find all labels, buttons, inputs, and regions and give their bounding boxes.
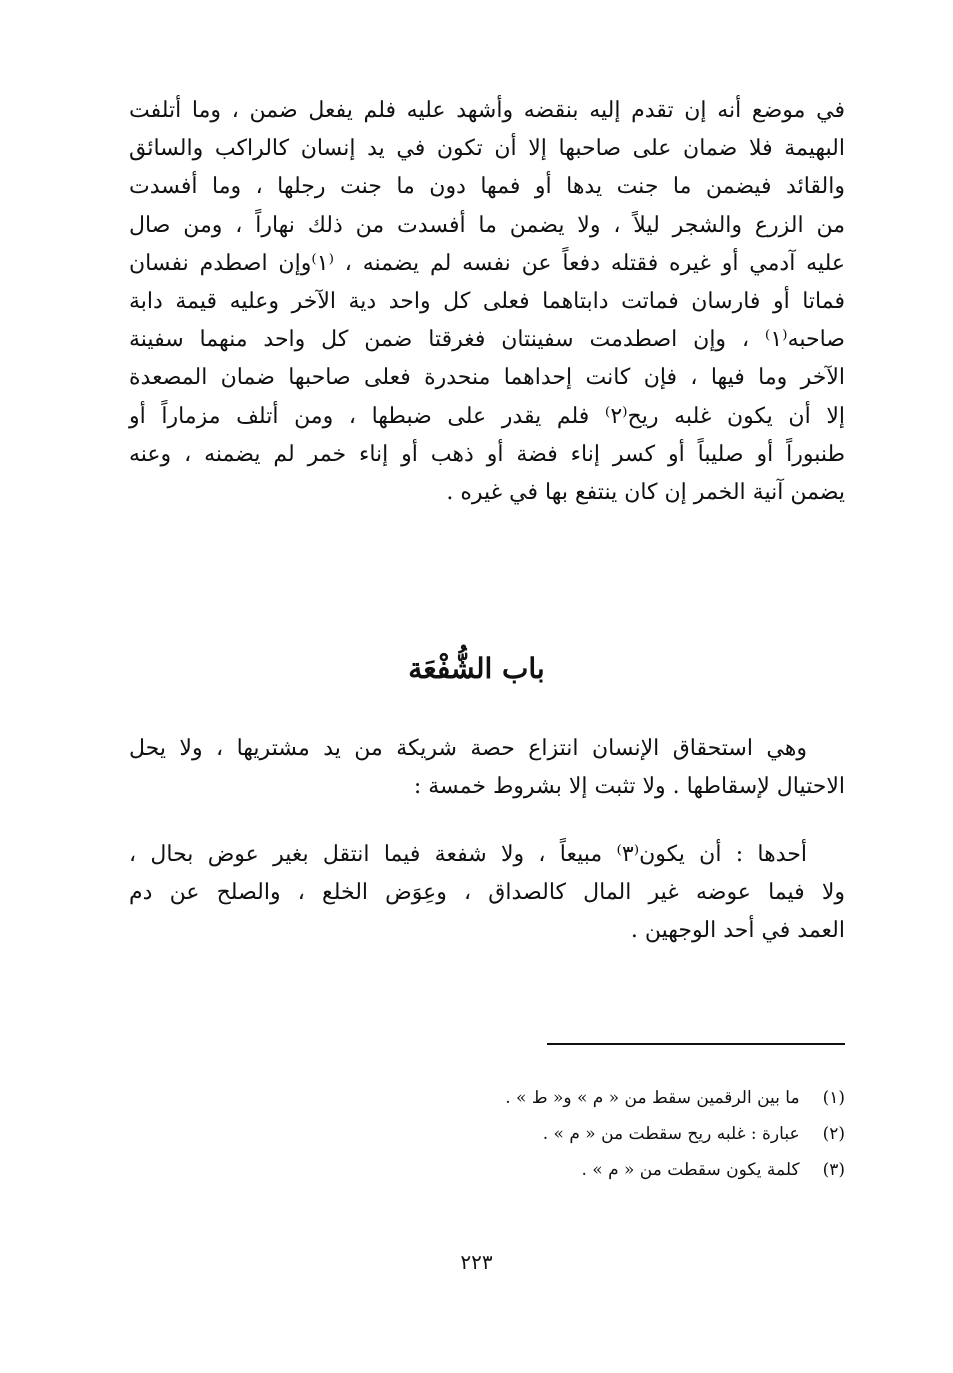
- text-line: ولا فيما عوضه غير المال كالصداق ، وعِوَض الخلع ، والصلح عن دم: [129, 880, 845, 906]
- text-line: أحدها : أن يكون⁽٣⁾ مبيعاً ، ولا شفعة فيما انتقل بغير عوض بحال ،: [129, 842, 807, 867]
- footnote-item: [129, 1080, 845, 1116]
- text-line: فماتا أو فارسان فماتت دابتاهما فعلى كل واحد دية الآخر وعليه قيمة دابة: [129, 289, 845, 315]
- footnote-text: عبارة : غلبه ريح سقطت من « م » .: [542, 1124, 800, 1144]
- footnote-divider: [547, 1043, 845, 1045]
- text-line: عليه آدمي أو غيره فقتله دفعاً عن نفسه لم يضمنه ، ⁽١⁾وإن اصطدم نفسان: [129, 250, 845, 276]
- text-line: من الزرع والشجر ليلاً ، ولا يضمن ما أفسدت من ذلك نهاراً ، ومن صال: [129, 212, 845, 238]
- footnote-text: كلمة يكون سقطت من « م » .: [581, 1160, 800, 1180]
- chapter-title: باب الشُّفْعَة: [408, 652, 545, 685]
- text-line: الآخر وما فيها ، فإن كانت إحداهما منحدرة فعلى صاحبها ضمان المصعدة: [129, 365, 845, 391]
- text-line: إلا أن يكون غلبه ريح⁽٢⁾ فلم يقدر على ضبطها ، ومن أتلف مزماراً أو: [129, 403, 845, 429]
- text-line: طنبوراً أو صليباً أو كسر إناء فضة أو ذهب أو إناء خمر لم يضمنه ، وعنه: [129, 441, 845, 467]
- text-line: وهي استحقاق الإنسان انتزاع حصة شريكة من يد مشتريها ، ولا يحل: [129, 736, 807, 761]
- footnote-item: [129, 1152, 845, 1188]
- text-line: البهيمة فلا ضمان على صاحبها إلا أن تكون في يد إنسان كالراكب والسائق: [129, 136, 845, 162]
- text-line: في موضع أنه إن تقدم إليه بنقضه وأشهد عليه فلم يفعل ضمن ، وما أتلفت: [129, 98, 845, 123]
- intro-paragraph: [129, 730, 845, 806]
- footnotes-list: [129, 1080, 845, 1188]
- condition-paragraph: [129, 836, 845, 951]
- page-number: ٢٢٣: [460, 1250, 493, 1274]
- text-line: والقائد فيضمن ما جنت يدها أو فمها دون ما جنت رجلها ، وما أفسدت: [129, 174, 845, 200]
- text-line: صاحبه⁽١⁾ ، وإن اصطدمت سفينتان فغرقتا ضمن كل واحد منهما سفينة: [129, 327, 845, 353]
- footnote-number: (١): [822, 1088, 845, 1108]
- text-line: العمد في أحد الوجهين .: [630, 918, 845, 944]
- footnote-number: (٣): [822, 1160, 845, 1180]
- text-line: يضمن آنية الخمر إن كان ينتفع بها في غيره .: [446, 480, 845, 506]
- footnote-number: (٢): [822, 1124, 845, 1144]
- footnote-item: [129, 1116, 845, 1152]
- text-line: الاحتيال لإسقاطها . ولا تثبت إلا بشروط خمسة :: [413, 774, 845, 800]
- body-paragraph-top: [129, 92, 845, 512]
- footnote-text: ما بين الرقمين سقط من « م » و« ط » .: [505, 1088, 800, 1108]
